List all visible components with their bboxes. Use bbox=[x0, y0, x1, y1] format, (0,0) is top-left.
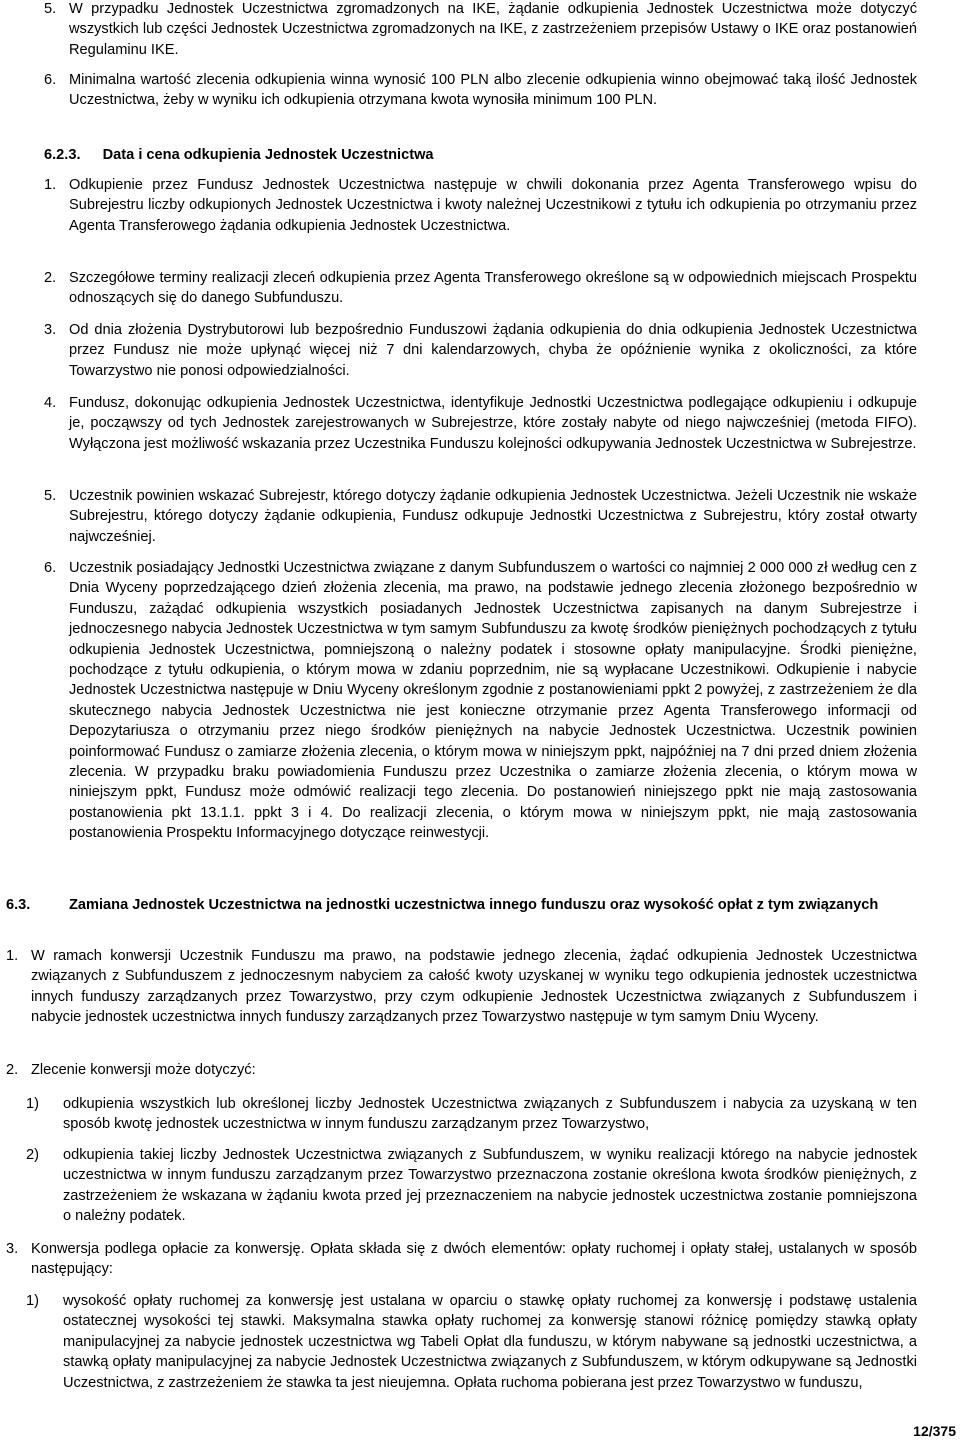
item-text: Szczegółowe terminy realizacji zleceń odkupienia przez Agenta Transferowego określone są w odpowiednich miejscach Prospektu odnoszących się do danego Subfunduszu. bbox=[69, 270, 917, 307]
item-number: 1. bbox=[6, 948, 19, 964]
item-number: 5. bbox=[44, 1, 57, 17]
item-text: Zlecenie konwersji może dotyczyć: bbox=[31, 1062, 256, 1078]
item-text: Minimalna wartość zlecenia odkupienia winna wynosić 100 PLN albo zlecenie odkupienia winno obejmować taką ilość Jednostek Uczestnictwa, żeby w wyniku ich odkupienia otrzymana kwota wynosiła minimum 100 PLN. bbox=[69, 72, 917, 109]
item-text: Odkupienie przez Fundusz Jednostek Uczestnictwa następuje w chwili dokonania przez Agenta Transferowego wpisu do Subrejestru liczby odkupionych Jednostek Uczestnictwa i kwoty należnej Uczestnikowi z tytułu ich odkupienia po otrzymaniu przez Agenta Transferowego żądania odkupienia Jednostek Uczestnictwa. bbox=[69, 177, 917, 234]
sub-list-item bbox=[26, 1145, 917, 1227]
section-heading bbox=[44, 145, 434, 165]
item-text: Konwersja podlega opłacie za konwersję. Opłata składa się z dwóch elementów: opłaty ruchomej i opłaty stałej, ustalanych w sposób następujący: bbox=[31, 1241, 917, 1278]
list-item bbox=[6, 1239, 917, 1280]
list-item bbox=[44, 268, 917, 309]
list-item bbox=[44, 558, 917, 844]
section-title: Data i cena odkupienia Jednostek Uczestnictwa bbox=[102, 147, 434, 163]
list-item bbox=[44, 70, 917, 111]
item-number: 3. bbox=[44, 322, 57, 338]
item-number: 4. bbox=[44, 395, 57, 411]
item-number: 5. bbox=[44, 488, 57, 504]
item-number: 6. bbox=[44, 560, 57, 576]
item-text: Uczestnik powinien wskazać Subrejestr, którego dotyczy żądanie odkupienia Jednostek Uczestnictwa. Jeżeli Uczestnik nie wskaże Subrejestru, którego dotyczy żądanie odkupienia, Fundusz odkupuje Jednostki Uczestnictwa z Subrejestru, który został otwarty najwcześniej. bbox=[69, 488, 917, 545]
list-item bbox=[44, 393, 917, 454]
item-text: odkupienia takiej liczby Jednostek Uczestnictwa związanych z Subfunduszem, w wyniku realizacji którego na nabycie jednostek uczestnictwa w innym funduszu zarządzanym przez Towarzystwo przeznaczona zostanie określona kwota środków pieniężnych, z zastrzeżeniem że wskazana w żądaniu kwota przed jej przeznaczeniem na nabycie jednostek uczestnictwa zostanie pomniejszona o należny podatek. bbox=[63, 1147, 917, 1225]
item-text: Fundusz, dokonując odkupienia Jednostek Uczestnictwa, identyfikuje Jednostki Uczestnictwa podlegające odkupieniu i odkupuje je, począwszy od tych Jednostek zarejestrowanych w Subrejestrze, które zostały nabyte od niego najwcześniej (metoda FIFO). Wyłączona jest możliwość wskazania przez Uczestnika Funduszu kolejności odkupywania Jednostek Uczestnictwa w Subrejestrze. bbox=[69, 395, 917, 452]
item-text: Uczestnik posiadający Jednostki Uczestnictwa związane z danym Subfunduszem o wartości co najmniej 2 000 000 zł według cen z Dnia Wyceny poprzedzającego dzień złożenia zlecenia, ma prawo, na podstawie jednego zlecenia złożonego bezpośrednio w Funduszu, zażądać odkupienia wszystkich posiadanych Jednostek Uczestnictwa zapisanych na danym Subrejestrze i jednoczesnego nabycia Jednostek Uczestnictwa w tym samym Subfunduszu za kwotę środków pieniężnych pochodzących z tytułu odkupienia Jednostek Uczestnictwa, pomniejszoną o należny podatek i stosowne opłaty manipulacyjne. Środki pieniężne, pochodzące z tytułu odkupienia, o którym mowa w zdaniu poprzednim, nie są wypłacane Uczestnikowi. Odkupienie i nabycie Jednostek Uczestnictwa następuje w Dniu Wyceny określonym zgodnie z postanowieniami ppkt 2 powyżej, z zastrzeżeniem że dla skutecznego nabycia Jednostek Uczestnictwa nie jest konieczne otrzymanie przez Agenta Transferowego informacji od Depozytariusza o otrzymaniu przez niego środków pieniężnych na nabycie Jednostek Uczestnictwa. Uczestnik powinien poinformować Fundusz o zamiarze złożenia zlecenia, o którym mowa w niniejszym ppkt, najpóźniej na 7 dni przed dniem złożenia zlecenia. W przypadku braku powiadomienia Funduszu przez Uczestnika o zamiarze złożenia zlecenia, o którym mowa w niniejszym ppkt, Fundusz może odmówić realizacji tego zlecenia. Do postanowień niniejszego ppkt nie mają zastosowania postanowienia pkt 13.1.1. ppkt 3 i 4. Do realizacji zlecenia, o którym mowa w niniejszym ppkt, nie mają zastosowania postanowienia Prospektu Informacyjnego dotyczące reinwestycji. bbox=[69, 560, 917, 842]
item-number: 1. bbox=[44, 177, 57, 193]
list-item bbox=[44, 486, 917, 547]
section-number: 6.2.3. bbox=[44, 147, 81, 163]
section-title: Zamiana Jednostek Uczestnictwa na jednostki uczestnictwa innego funduszu oraz wysokość opłat z tym związanych bbox=[69, 897, 879, 913]
list-item bbox=[6, 946, 917, 1028]
item-number: 2) bbox=[26, 1147, 39, 1163]
item-number: 1) bbox=[26, 1096, 39, 1112]
item-number: 3. bbox=[6, 1241, 19, 1257]
sub-list-item bbox=[26, 1094, 917, 1135]
list-item bbox=[44, 320, 917, 381]
item-text: Od dnia złożenia Dystrybutorowi lub bezpośrednio Funduszowi żądania odkupienia do dnia odkupienia Jednostek Uczestnictwa przez Fundusz nie może upłynąć więcej niż 7 dni kalendarzowych, chyba że opóźnienie wynika z okoliczności, za które Towarzystwo nie ponosi odpowiedzialności. bbox=[69, 322, 917, 379]
section-heading bbox=[6, 895, 917, 915]
page-number: 12/375 bbox=[913, 1423, 956, 1439]
list-item bbox=[44, 0, 917, 60]
item-number: 2. bbox=[6, 1062, 19, 1078]
section-number: 6.3. bbox=[6, 897, 31, 913]
item-text: odkupienia wszystkich lub określonej liczby Jednostek Uczestnictwa związanych z Subfunduszem i nabycia za uzyskaną w ten sposób kwotę jednostek uczestnictwa w innym funduszu zarządzanym przez Towarzystwo, bbox=[63, 1096, 917, 1133]
item-number: 6. bbox=[44, 72, 57, 88]
item-text: W przypadku Jednostek Uczestnictwa zgromadzonych na IKE, żądanie odkupienia Jednostek Uczestnictwa może dotyczyć wszystkich lub części Jednostek Uczestnictwa zgromadzonych na IKE, z zastrzeżeniem przepisów Ustawy o IKE oraz postanowień Regulaminu IKE. bbox=[69, 1, 917, 58]
item-text: W ramach konwersji Uczestnik Funduszu ma prawo, na podstawie jednego zlecenia, żądać odkupienia Jednostek Uczestnictwa związanych z Subfunduszem z jednoczesnym nabyciem za całość kwoty uzyskanej w wyniku tego odkupienia jednostek uczestnictwa innych funduszy zarządzanych przez Towarzystwo, przy czym odkupienie Jednostek Uczestnictwa związanych z Subfunduszem i nabycie jednostek uczestnictwa innych funduszy zarządzanych przez Towarzystwo następuje w tym samym Dniu Wyceny. bbox=[31, 948, 917, 1026]
item-text: wysokość opłaty ruchomej za konwersję jest ustalana w oparciu o stawkę opłaty ruchomej za konwersję i podstawę ustalenia ostatecznej wysokości tej stawki. Maksymalna stawka opłaty ruchomej za konwersję stanowi różnicę pomiędzy stawką opłaty manipulacyjnej za nabycie jednostek uczestnictwa wg Tabeli Opłat dla funduszu, w którym nabywane są jednostki uczestnictwa, a stawką opłaty manipulacyjnej za nabycie Jednostek Uczestnictwa związanych z Subfunduszem, w którym odkupywane są Jednostki Uczestnictwa, z zastrzeżeniem że stawka ta jest nieujemna. Opłata ruchoma pobierana jest przez Towarzystwo w funduszu, bbox=[63, 1293, 917, 1391]
item-number: 2. bbox=[44, 270, 57, 286]
list-item bbox=[44, 175, 917, 236]
item-number: 1) bbox=[26, 1293, 39, 1309]
list-item bbox=[6, 1060, 917, 1080]
sub-list-item bbox=[26, 1291, 917, 1393]
